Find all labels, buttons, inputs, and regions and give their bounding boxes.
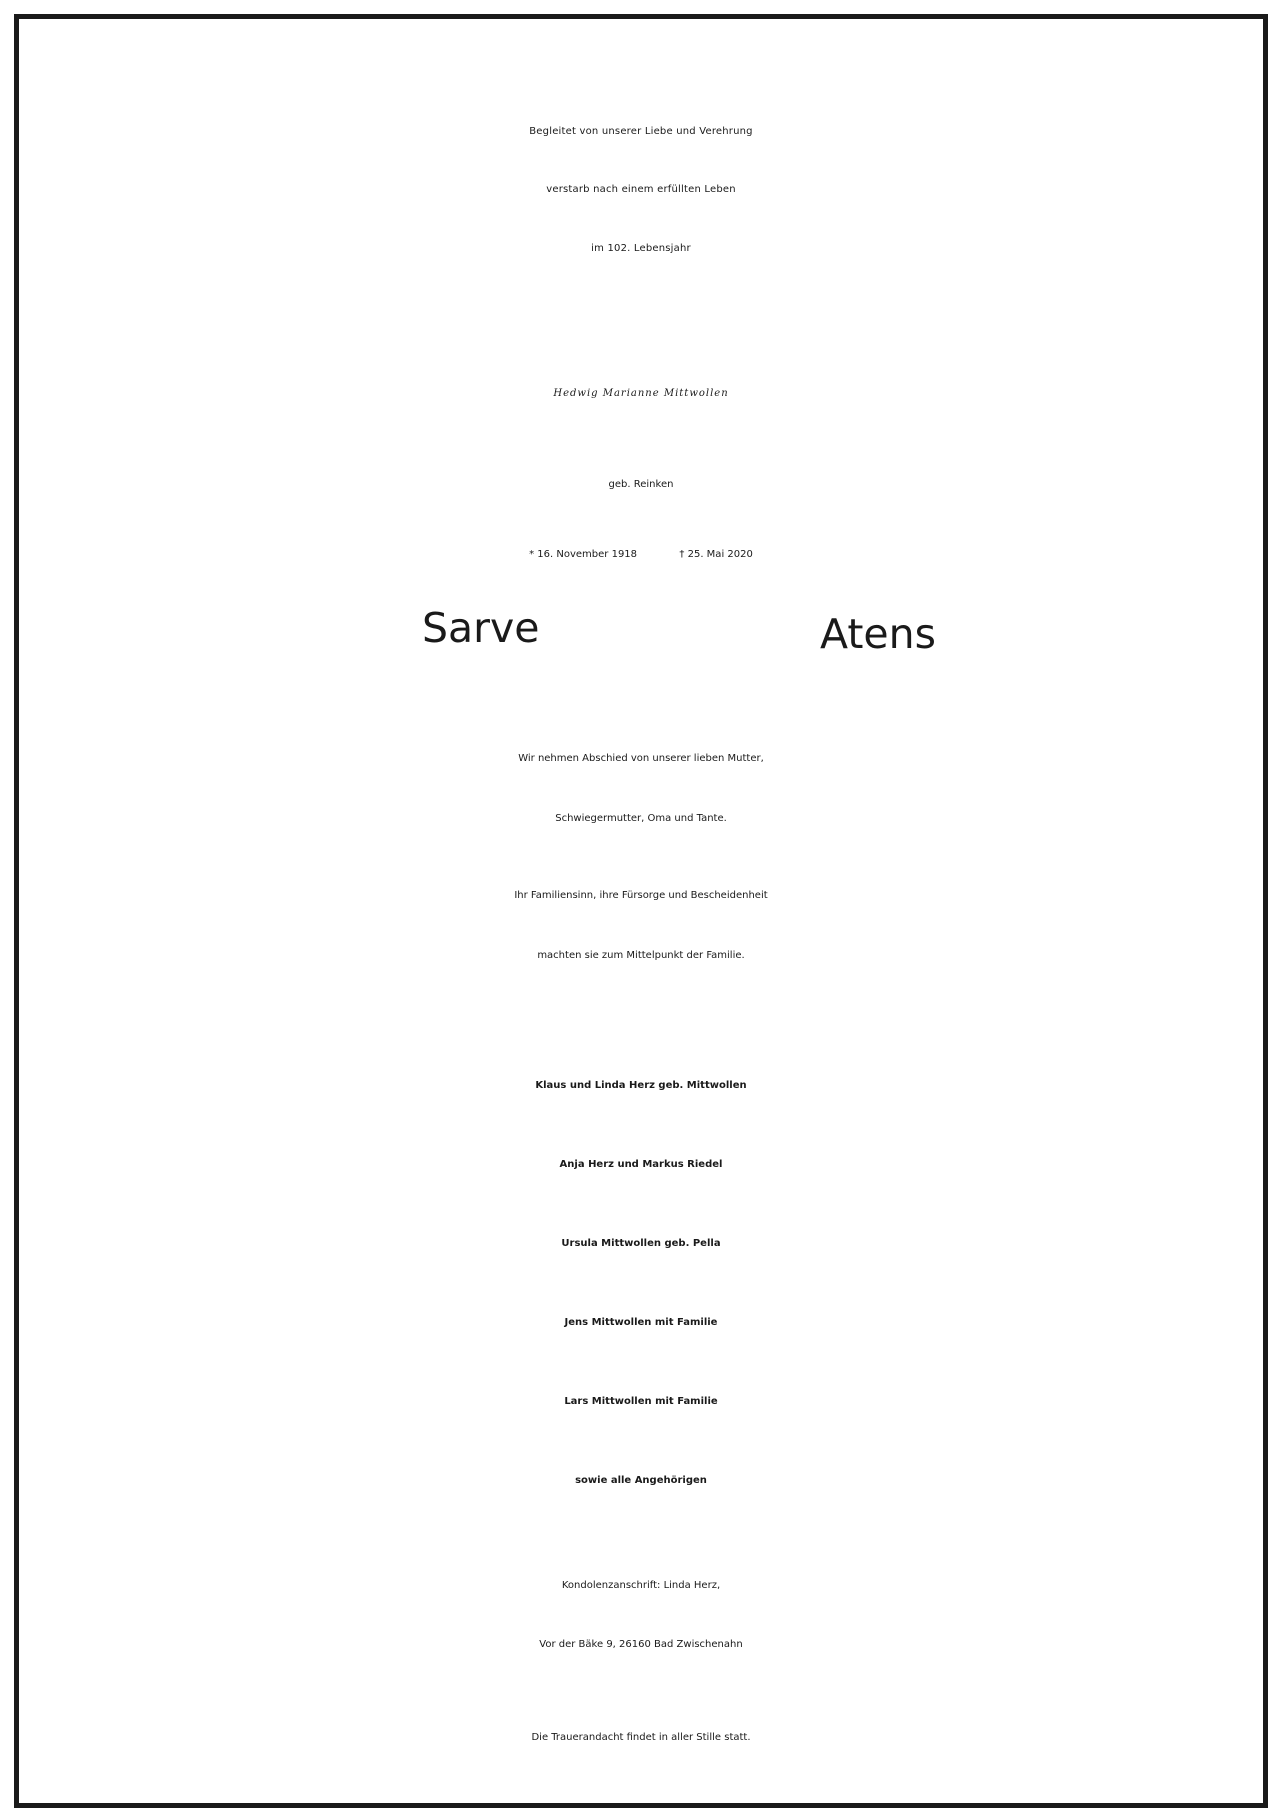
deceased-name: Hedwig Marianne Mittwollen (553, 388, 729, 399)
intro-line-3: im 102. Lebensjahr (591, 243, 691, 254)
mourner-line: Jens Mittwollen mit Familie (564, 1317, 718, 1328)
obituary-frame (14, 14, 1268, 1808)
birth-place: Sarve (422, 604, 540, 652)
mourner-line: Ursula Mittwollen geb. Pella (561, 1238, 721, 1249)
tribute-line-3: Ihr Familiensinn, ihre Fürsorge und Bescheidenheit (514, 890, 768, 901)
maiden-name: geb. Reinken (608, 479, 674, 490)
intro-line-1: Begleitet von unserer Liebe und Verehrung (529, 126, 753, 137)
life-dates (19, 526, 1263, 584)
death-date: † 25. Mai 2020 (679, 549, 753, 560)
mourner-line: Lars Mittwollen mit Familie (564, 1396, 718, 1407)
mourner-line: Klaus und Linda Herz geb. Mittwollen (535, 1080, 747, 1091)
mourner-line: Anja Herz und Markus Riedel (559, 1159, 723, 1170)
funeral-note: Die Trauerandacht findet in aller Stille statt. (531, 1732, 751, 1743)
birth-date: * 16. November 1918 (529, 549, 638, 560)
contact-line-1: Kondolenzanschrift: Linda Herz, (561, 1580, 721, 1591)
tribute-line-4: machten sie zum Mittelpunkt der Familie. (537, 950, 745, 961)
contact-line-2: Vor der Bäke 9, 26160 Bad Zwischenahn (539, 1639, 743, 1650)
mourner-line: sowie alle Angehörigen (575, 1475, 707, 1486)
tribute-line-2: Schwiegermutter, Oma und Tante. (555, 813, 727, 824)
death-place: Atens (820, 610, 936, 658)
intro-line-2: verstarb nach einem erfüllten Leben (546, 184, 736, 195)
tribute-line-1: Wir nehmen Abschied von unserer lieben Mutter, (518, 753, 764, 764)
